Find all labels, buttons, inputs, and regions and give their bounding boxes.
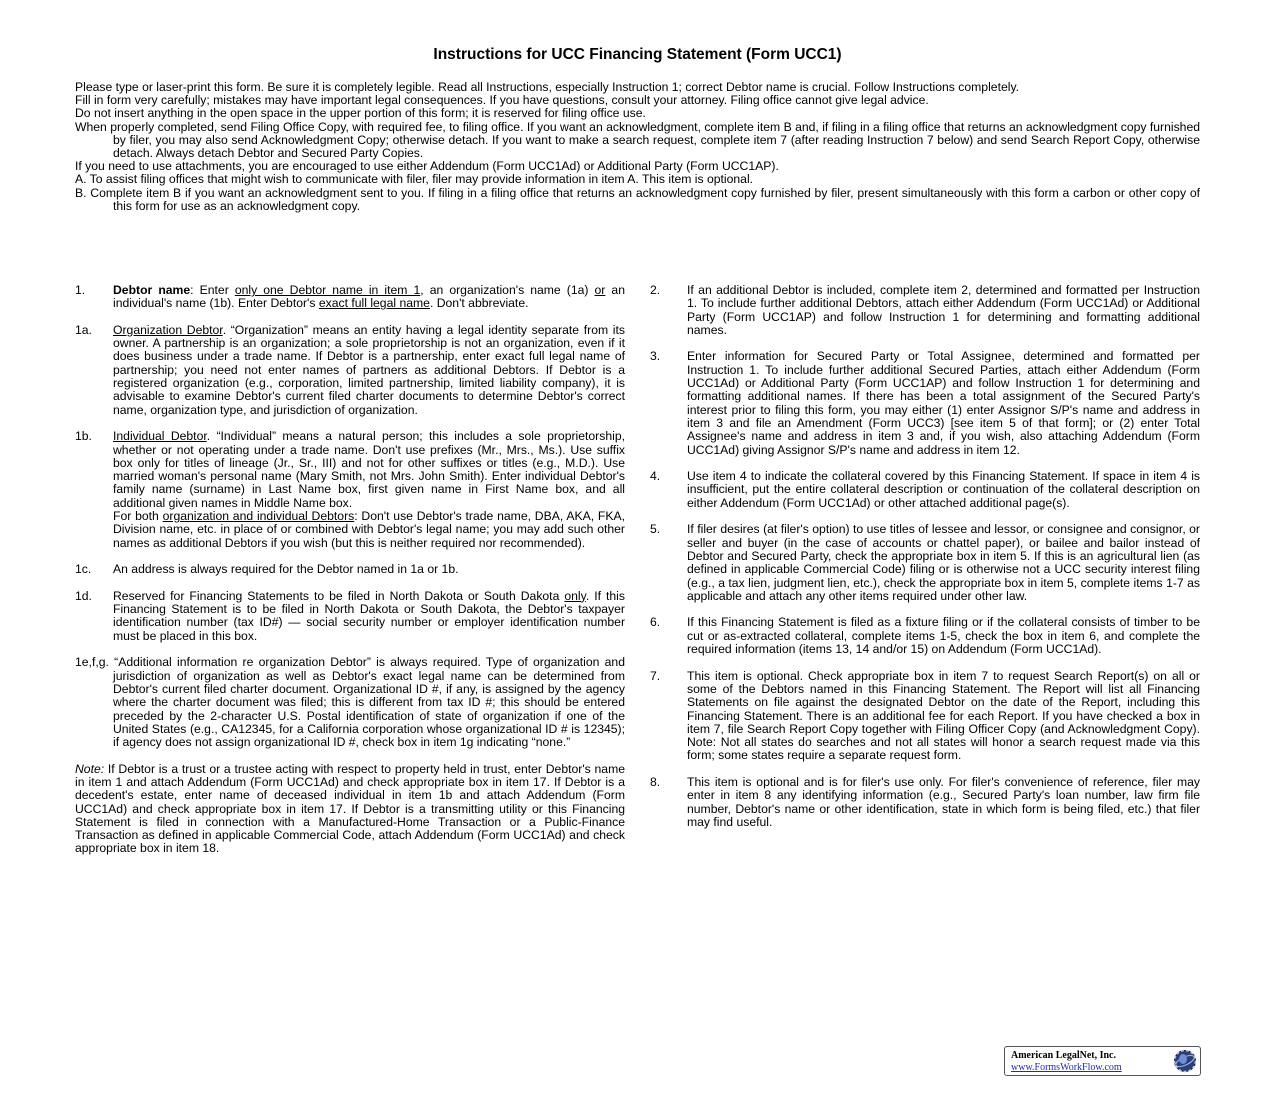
- intro-paragraph: Fill in form very carefully; mistakes may have important legal consequences. If you have questions, consult your attorney. Filing office cannot give legal advice.: [75, 93, 929, 108]
- text-run: . Don't abbreviate.: [429, 296, 529, 311]
- instruction-3: [650, 350, 1200, 456]
- instruction-1: [75, 284, 625, 311]
- right-column: [650, 284, 1200, 842]
- item-paragraph: [113, 510, 625, 550]
- item-text: [113, 430, 625, 550]
- intro-paragraph: A. To assist filing offices that might wish to communicate with filer, filer may provide information in item A. This item is optional.: [75, 172, 754, 187]
- item-lead: Organization Debtor: [113, 322, 223, 337]
- text-run: . “Individual” means a natural person; this includes a sole proprietorship, whether or not operating under a trade name. Don't use prefixes (Mr., Mrs., Ms.). Use suffix box only for titles of lineage (Jr., Sr., III) and not for other suffixes or titles (e.g., M.D.). Use married woman's personal name (Mary Smith, not Mrs. John Smith). Enter individual Debtor's family name (surname) in Last Name box, first given name in First Name box, and all additional given names in Middle Name box.: [113, 429, 625, 510]
- underlined-text: only one Debtor name in item 1: [234, 283, 421, 297]
- underlined-text: or: [594, 283, 606, 297]
- item-number: 3.: [650, 349, 661, 364]
- instruction-1c: [75, 563, 625, 576]
- text-run: : Don't use Debtor's trade name, DBA, AKA, FKA, Division name, etc. in place of or combined with Debtor's legal name; you may add such other names as additional Debtors if you wish (but this is neither required nor recommended).: [113, 509, 626, 550]
- instruction-4: [650, 470, 1200, 510]
- underlined-text: exact full legal name: [318, 296, 430, 311]
- instruction-1a: [75, 324, 625, 417]
- item-number: 2.: [650, 283, 661, 297]
- intro-paragraph: When properly completed, send Filing Office Copy, with required fee, to filing office. If you want an acknowledgment, complete item B and, if filing in a filing office that returns an acknowledgment copy furnished by filer, you may also send Acknowledgment Copy; otherwise detach. If you want to make a search request, complete item 7 (after reading Instruction 7 below) and send Search Report Copy, otherwise detach. Always detach Debtor and Secured Party Copies.: [75, 119, 1201, 161]
- item-number: 1a.: [75, 322, 92, 337]
- text-run: : Enter: [190, 283, 235, 297]
- text-run: Reserved for Financing Statements to be filed in North Dakota or South Dakota: [113, 588, 565, 603]
- americanlegalnet-logo[interactable]: [1004, 1046, 1201, 1076]
- instruction-1efg: 1e,f,g. “Additional information re organization Debtor” is always required. Type of organization and jurisdiction of organization as well as Debtor's exact legal name can be determined from Debtor's current filed charter document. Organizational ID #, if any, is assigned by the agency where the charter document was filed; this is different from tax ID #; this should be entered preceded by the 2-character U.S. Postal identification of state of organization if one of the United States (e.g., CA12345, for a California corporation whose organizational ID # is 12345); if agency does not assign organizational ID #, check box in item 1g indicating “none.”: [75, 655, 625, 750]
- item-text: If filer desires (at filer's option) to use titles of lessee and lessor, or consignee and consignor, or seller and buyer (in the case of accounts or chattel paper), or bailee and bailor instead of Debtor and Secured Party, check the appropriate box in item 5. If this is an agricultural lien (as defined in applicable Commercial Code) filing or is otherwise not a UCC security interest filing (e.g., a tax lien, judgment lien, etc.), check the appropriate box in item 5, complete items 1-7 as applicable and attach any other items required under other law.: [687, 522, 1200, 603]
- item-text: [113, 324, 625, 417]
- item-text: An address is always required for the Debtor named in 1a or 1b.: [113, 562, 459, 577]
- item-number: 7.: [650, 668, 661, 683]
- item-text: Use item 4 to indicate the collateral covered by this Financing Statement. If space in item 4 is insufficient, put the entire collateral description or continuation of the collateral description on either Addendum (Form UCC1Ad) or other attached additional page(s).: [687, 469, 1200, 510]
- item-text: [113, 590, 625, 643]
- logo-website-link[interactable]: www.FormsWorkFlow.com: [1011, 1062, 1122, 1073]
- item-number: 4.: [650, 469, 661, 484]
- item-number: 6.: [650, 615, 661, 630]
- page-title: Instructions for UCC Financing Statement (Form UCC1): [433, 46, 842, 63]
- text-run: For both: [113, 509, 163, 524]
- globe-icon: [1173, 1049, 1197, 1073]
- instruction-1b: [75, 430, 625, 550]
- underlined-text: only: [564, 588, 586, 603]
- debtor-note: [75, 763, 625, 856]
- note-label: Note:: [75, 761, 105, 776]
- instruction-6: [650, 616, 1200, 656]
- intro-paragraph: If you need to use attachments, you are encouraged to use either Addendum (Form UCC1Ad) or Additional Party (Form UCC1AP).: [75, 159, 779, 174]
- logo-company-name: American LegalNet, Inc.: [1011, 1050, 1116, 1061]
- item-text: Enter information for Secured Party or Total Assignee, determined and formatted per Instruction 1. To include further additional Secured Parties, attach either Addendum (Form UCC1Ad) or Additional Party (Form UCC1AP) and follow Instruction 1 for determining and formatting additional names. If there has been a total assignment of the Secured Party's interest prior to filing this form, you may either (1) enter Assignor S/P's name and address in item 3 and file an Amendment (Form UCC3) [see item 5 of that form]; or (2) enter Total Assignee's name and address in item 3 and, if you wish, also attaching Addendum (Form UCC1Ad) giving Assignor S/P's name and address in item 12.: [687, 349, 1200, 457]
- item-lead: Debtor name: [113, 283, 191, 297]
- instruction-2: [650, 284, 1200, 337]
- item-number: 1d.: [75, 588, 92, 603]
- item-text: [113, 284, 625, 311]
- item-text: If this Financing Statement is filed as a fixture filing or if the collateral consists of timber to be cut or as-extracted collateral, complete items 1-5, check the box in item 6, and complete the required information (items 13, 14 and/or 15) on Addendum (Form UCC1Ad).: [687, 615, 1200, 657]
- item-paragraph: [113, 430, 625, 510]
- instruction-5: [650, 523, 1200, 603]
- instruction-1d: [75, 590, 625, 643]
- intro-paragraph: Please type or laser-print this form. Be sure it is completely legible. Read all Instructions, especially Instruction 1; correct Debtor name is crucial. Follow Instructions completely.: [75, 80, 1020, 94]
- instruction-7: [650, 670, 1200, 763]
- left-column: [75, 284, 625, 856]
- item-number: 1.: [75, 283, 86, 297]
- text-run: an individual's name (1b). Enter Debtor's: [113, 283, 625, 311]
- text-run: . “Organization” means an entity having a legal identity separate from its owner. A partnership is an organization; a sole proprietorship is not an organization, even if it does business under a trade name. If Debtor is a partnership, enter exact full legal name of partnership; you need not enter names of partners as additional Debtors. If Debtor is a registered organization (e.g., corporation, limited partnership, limited liability company), it is advisable to examine Debtor's current filed charter documents to determine Debtor's correct name, organization type, and jurisdiction of organization.: [113, 322, 625, 417]
- text-run: If Debtor is a trust or a trustee acting with respect to property held in trust, enter Debtor's name in item 1 and attach Addendum (Form UCC1Ad) and check appropriate box in item 17. If Debtor is a decedent's estate, enter name of deceased individual in item 1b and attach Addendum (Form UCC1Ad) and check appropriate box in item 17. If Debtor is a transmitting utility or this Financing Statement is filed in connection with a Manufactured-Home Transaction or a Public-Finance Transaction as defined in applicable Commercial Code, attach Addendum (Form UCC1Ad) and check appropriate box in item 18.: [75, 761, 625, 856]
- item-text: This item is optional. Check appropriate box in item 7 to request Search Report(s) on all or some of the Debtors named in this Financing Statement. The Report will list all Financing Statements on file against the designated Debtor on the date of the Report, including this Financing Statement. There is an additional fee for each Report. If you have checked a box in item 7, file Search Report Copy together with Filing Officer Copy (and Acknowledgment Copy). Note: Not all states do searches and not all states will honor a search request made via this form; some states require a separate request form.: [687, 668, 1200, 763]
- item-number: 1b.: [75, 429, 92, 444]
- item-lead: Individual Debtor: [113, 429, 207, 444]
- item-number: 5.: [650, 522, 661, 537]
- intro-paragraph: B. Complete item B if you want an acknowledgment sent to you. If filing in a filing office that returns an acknowledgment copy furnished by filer, present simultaneously with this form a carbon or other copy of this form for use as an acknowledgment copy.: [75, 185, 1200, 213]
- item-text: If an additional Debtor is included, complete item 2, determined and formatted per Instruction 1. To include further additional Debtors, attach either Addendum (Form UCC1Ad) or Additional Party (Form UCC1AP) and follow Instruction 1 for determining and formatting additional names.: [687, 283, 1200, 337]
- intro-instructions: [75, 81, 1200, 213]
- underlined-text: organization and individual Debtors: [162, 509, 355, 524]
- instruction-8: [650, 776, 1200, 829]
- item-number: 8.: [650, 774, 661, 789]
- item-text: This item is optional and is for filer's use only. For filer's convenience of reference, filer may enter in item 8 any identifying information (e.g., Secured Party's loan number, law firm file number, Debtor's name or other identification, state in which form is being filed, etc.) that filer may find useful.: [687, 774, 1200, 829]
- text-run: . If this Financing Statement is to be filed in North Dakota or South Dakota, the Debtor's taxpayer identification number (tax ID#) — social security number or employer identification number must be placed in this box.: [113, 588, 625, 643]
- intro-paragraph: Do not insert anything in the open space in the upper portion of this form; it is reserved for filing office use.: [75, 106, 646, 121]
- text-run: , an organization's name (1a): [420, 283, 595, 297]
- item-number: 1c.: [75, 562, 92, 577]
